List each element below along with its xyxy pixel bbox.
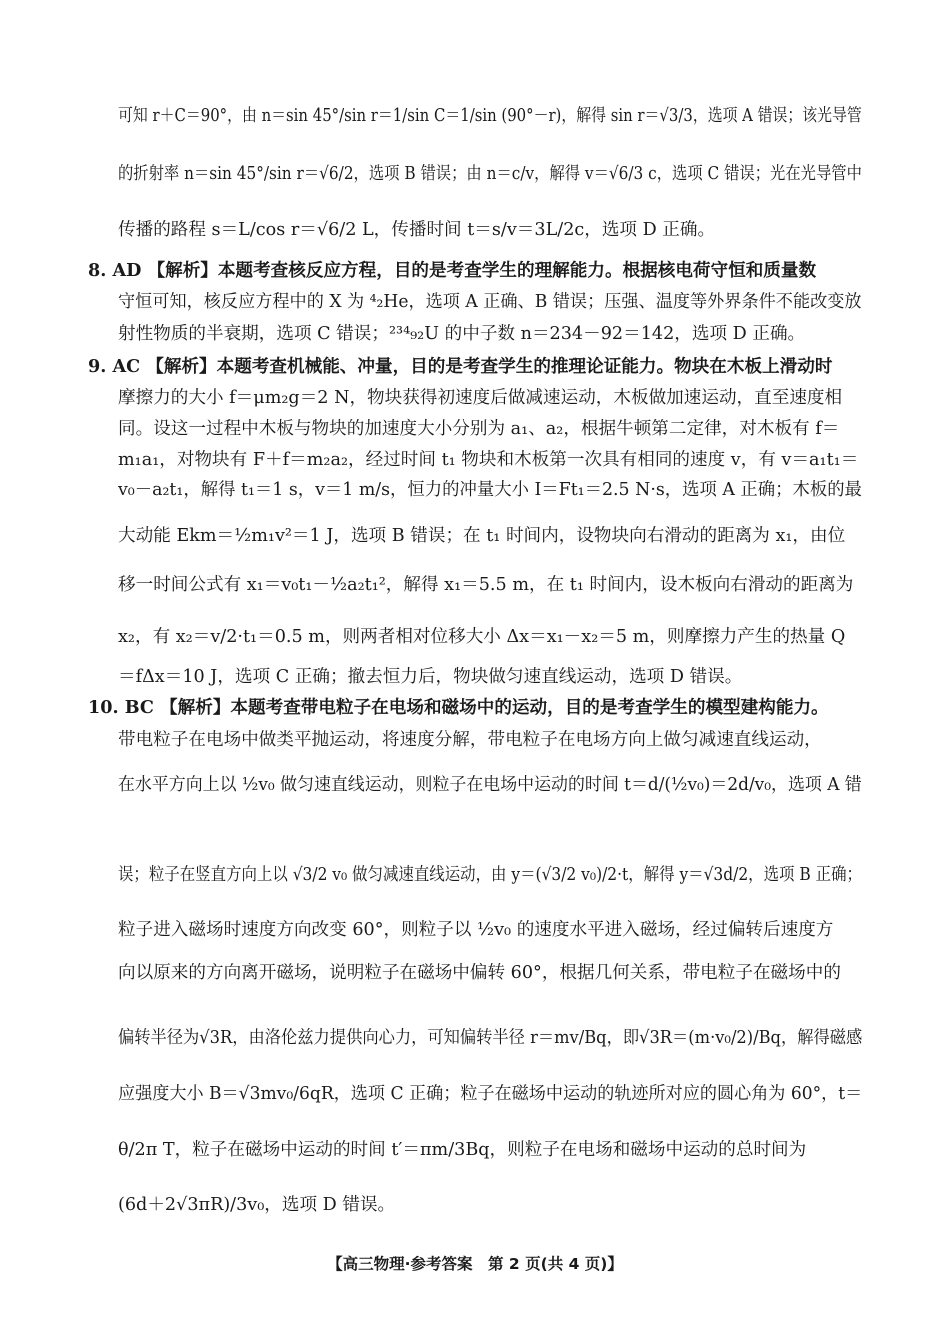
text-line: 传播的路程 s＝L/cos r＝√6/2 L，传播时间 t＝s/v＝3L/2c，选项 D 正确。 (118, 220, 716, 240)
text-line: 向以原来的方向离开磁场，说明粒子在磁场中偏转 60°，根据几何关系，带电粒子在磁场中的 (118, 963, 841, 983)
text-line: x₂，有 x₂＝v/2·t₁＝0.5 m，则两者相对位移大小 Δx＝x₁－x₂＝5 m，则摩擦力产生的热量 Q (118, 627, 846, 647)
text-line: θ/2π T，粒子在磁场中运动的时间 t′＝πm/3Bq，则粒子在电场和磁场中运动的总时间为 (118, 1140, 807, 1160)
item-9-heading: 9. AC 【解析】本题考查机械能、冲量，目的是考查学生的推理论证能力。物块在木板上滑动时 (88, 356, 833, 377)
text-line: 在水平方向上以 ½v₀ 做匀速直线运动，则粒子在电场中运动的时间 t＝d/(½v₀)＝2d/v₀，选项 A 错 (118, 775, 862, 795)
text-line: 大动能 Ekm＝½m₁v²＝1 J，选项 B 错误；在 t₁ 时间内，设物块向右滑动的距离为 x₁，由位 (118, 526, 846, 546)
text-line: m₁a₁，对物块有 F＋f＝m₂a₂，经过时间 t₁ 物块和木板第一次具有相同的速度 v，有 v＝a₁t₁＝ (118, 450, 859, 470)
text-line: 摩擦力的大小 f＝μm₂g＝2 N，物块获得初速度后做减速运动，木板做加速运动，直至速度相 (118, 388, 843, 408)
text-line: 移一时间公式有 x₁＝v₀t₁－½a₂t₁²，解得 x₁＝5.5 m，在 t₁ 时间内，设木板向右滑动的距离为 (118, 575, 854, 595)
text-line: ＝fΔx＝10 J，选项 C 正确；撤去恒力后，物块做匀速直线运动，选项 D 错误。 (118, 667, 743, 687)
text-line: 带电粒子在电场中做类平抛运动，将速度分解，带电粒子在电场方向上做匀减速直线运动， (118, 730, 822, 750)
text-line: 守恒可知，核反应方程中的 X 为 ⁴₂He，选项 A 正确、B 错误；压强、温度等外界条件不能改变放 (118, 292, 862, 312)
item-10-heading: 10. BC 【解析】本题考查带电粒子在电场和磁场中的运动，目的是考查学生的模型建构能力。 (88, 697, 829, 718)
item-8-heading: 8. AD 【解析】本题考查核反应方程，目的是考查学生的理解能力。根据核电荷守恒和质量数 (88, 260, 817, 281)
text-line: 粒子进入磁场时速度方向改变 60°，则粒子以 ½v₀ 的速度水平进入磁场，经过偏转后速度方 (118, 920, 834, 940)
text-line: 应强度大小 B＝√3mv₀/6qR，选项 C 正确；粒子在磁场中运动的轨迹所对应的圆心角为 60°，t＝ (118, 1084, 863, 1104)
text-line: 可知 r＋C＝90°，由 n＝sin 45°/sin r＝1/sin C＝1/sin (90°－r)，解得 sin r＝√3/3，选项 A 错误；该光导管 (118, 106, 862, 126)
text-line: v₀－a₂t₁，解得 t₁＝1 s，v＝1 m/s，恒力的冲量大小 I＝Ft₁＝2.5 N·s，选项 A 正确；木板的最 (118, 480, 862, 500)
text-line: 误；粒子在竖直方向上以 √3/2 v₀ 做匀减速直线运动，由 y＝(√3/2 v₀)/2·t，解得 y＝√3d/2，选项 B 正确； (118, 865, 862, 885)
text-line: 的折射率 n＝sin 45°/sin r＝√6/2，选项 B 错误；由 n＝c/v，解得 v＝√6/3 c，选项 C 错误；光在光导管中 (118, 164, 862, 184)
text-line: 射性物质的半衰期，选项 C 错误；²³⁴₉₂U 的中子数 n＝234－92＝142，选项 D 正确。 (118, 324, 806, 344)
page-footer: 【高三物理·参考答案 第 2 页(共 4 页)】 (327, 1255, 623, 1273)
text-line: (6d＋2√3πR)/3v₀，选项 D 错误。 (118, 1195, 396, 1215)
text-line: 同。设这一过程中木板与物块的加速度大小分别为 a₁、a₂，根据牛顿第二定律，对木板有 f＝ (118, 419, 840, 439)
text-line: 偏转半径为√3R，由洛伦兹力提供向心力，可知偏转半径 r＝mv/Bq，即√3R＝(m·v₀/2)/Bq，解得磁感 (118, 1028, 863, 1048)
